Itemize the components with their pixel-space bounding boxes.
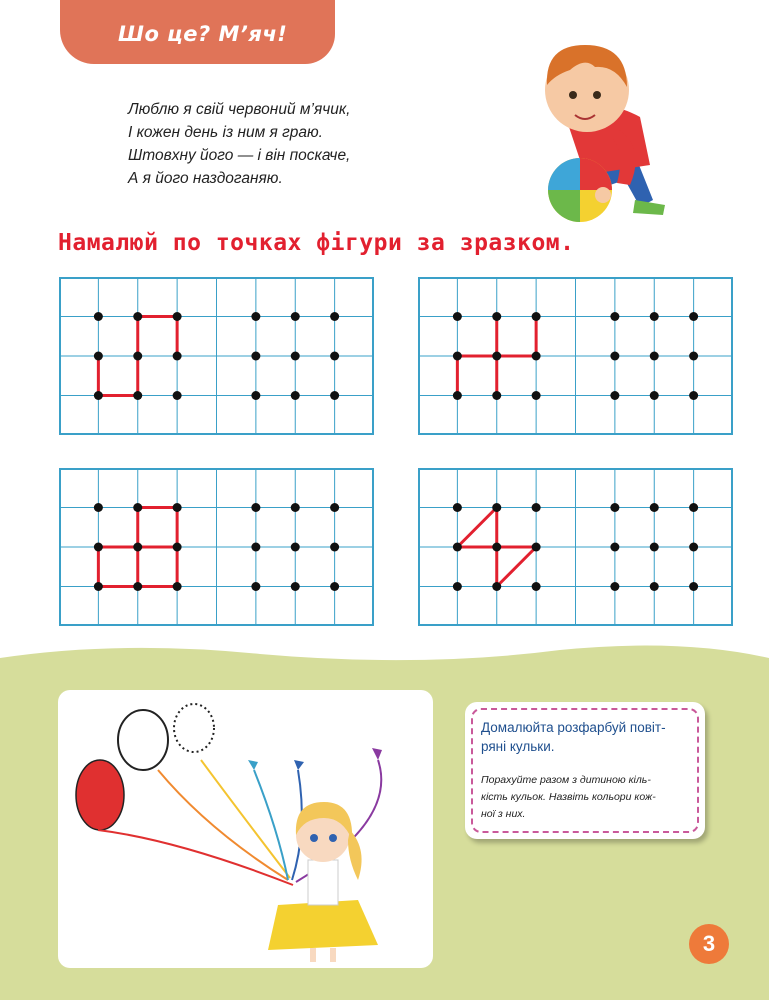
grid-dot xyxy=(453,503,462,512)
grid-dot xyxy=(133,391,142,400)
red-balloon xyxy=(76,760,124,830)
grid-dot xyxy=(133,312,142,321)
grid-dot xyxy=(532,543,541,552)
grid-dot xyxy=(251,352,260,361)
grid-dot xyxy=(689,503,698,512)
grid-dot xyxy=(610,582,619,591)
grid-dot xyxy=(610,543,619,552)
grid-dot xyxy=(492,543,501,552)
grid-dot xyxy=(173,582,182,591)
page-number: 3 xyxy=(689,924,729,964)
grid-dot xyxy=(330,503,339,512)
grid-dot xyxy=(94,312,103,321)
grid-dot xyxy=(650,352,659,361)
grid-dot xyxy=(330,543,339,552)
grid-dot xyxy=(610,352,619,361)
grid-dot xyxy=(330,312,339,321)
grid-dot xyxy=(133,582,142,591)
grid-dot xyxy=(492,503,501,512)
activity-info-box xyxy=(465,702,705,839)
grid-dot xyxy=(291,312,300,321)
grid-dot xyxy=(133,543,142,552)
grid-dot xyxy=(291,352,300,361)
page-title: Шо це? М’яч! xyxy=(118,22,288,46)
grid-canvas xyxy=(418,277,733,435)
poem-line: І кожен день із ним я граю. xyxy=(128,124,323,141)
grid-dot xyxy=(94,543,103,552)
instruction-line: Порахуйте разом з дитиною кіль- xyxy=(481,774,651,786)
grid-dot xyxy=(291,503,300,512)
dotted-balloon xyxy=(174,704,214,752)
balloons-illustration xyxy=(58,690,433,968)
grid-dot xyxy=(94,391,103,400)
poem-line: А я його наздоганяю. xyxy=(128,170,283,187)
poem-line: Штовхну його — і він поскаче, xyxy=(128,147,351,164)
grid-dot xyxy=(94,503,103,512)
grid-dot xyxy=(689,312,698,321)
grid-dot xyxy=(173,352,182,361)
grid-dot xyxy=(650,312,659,321)
instruction-line: ної з них. xyxy=(481,808,526,820)
grid-dot xyxy=(689,352,698,361)
grid-dot xyxy=(330,352,339,361)
grid-dot xyxy=(133,503,142,512)
grid-dot xyxy=(532,391,541,400)
grid-dot xyxy=(133,352,142,361)
grid-dot xyxy=(689,543,698,552)
poem-line: Люблю я свій червоний м’ячик, xyxy=(128,101,351,118)
dot-grid-1 xyxy=(59,277,374,435)
grid-dot xyxy=(173,391,182,400)
grid-dot xyxy=(689,391,698,400)
grid-dot xyxy=(650,391,659,400)
grid-dot xyxy=(650,543,659,552)
grid-dot xyxy=(453,582,462,591)
grid-dot xyxy=(492,391,501,400)
grid-dot xyxy=(650,582,659,591)
grid-dot xyxy=(173,543,182,552)
balloon-card xyxy=(58,690,433,968)
activity-heading-line: Домалюйта розфарбуй повіт- xyxy=(481,720,666,735)
grid-dot xyxy=(330,391,339,400)
boy-with-ball-illustration xyxy=(525,35,675,230)
dot-grid-3 xyxy=(59,468,374,626)
grid-dot xyxy=(453,312,462,321)
instruction-line: кість кульок. Назвіть кольори кож- xyxy=(481,791,656,803)
grid-dot xyxy=(610,391,619,400)
grid-dot xyxy=(532,352,541,361)
grid-dot xyxy=(610,503,619,512)
grid-dot xyxy=(492,582,501,591)
grid-dot xyxy=(453,391,462,400)
activity-instruction xyxy=(481,772,693,823)
grid-dot xyxy=(251,391,260,400)
grid-dot xyxy=(532,312,541,321)
grid-dot xyxy=(251,503,260,512)
grid-dot xyxy=(251,312,260,321)
grid-dot xyxy=(492,312,501,321)
grid-dot xyxy=(251,543,260,552)
grid-dot xyxy=(610,312,619,321)
grid-dot xyxy=(251,582,260,591)
dot-grid-4 xyxy=(418,468,733,626)
grid-dot xyxy=(291,391,300,400)
grid-dot xyxy=(94,582,103,591)
grid-dot xyxy=(453,543,462,552)
grid-dot xyxy=(453,352,462,361)
grid-dot xyxy=(94,352,103,361)
grid-dot xyxy=(492,352,501,361)
grid-dot xyxy=(173,503,182,512)
grid-canvas xyxy=(59,277,374,435)
dot-grid-2 xyxy=(418,277,733,435)
task-title: Намалюй по точках фігури за зразком. xyxy=(58,230,575,256)
outline-balloon xyxy=(118,710,168,770)
grid-dot xyxy=(291,543,300,552)
grid-canvas xyxy=(418,468,733,626)
grid-dot xyxy=(689,582,698,591)
activity-heading-line: ряні кульки. xyxy=(481,739,555,754)
grid-dot xyxy=(330,582,339,591)
grid-canvas xyxy=(59,468,374,626)
poem xyxy=(128,98,351,190)
grid-dot xyxy=(173,312,182,321)
grid-dot xyxy=(650,503,659,512)
grid-dot xyxy=(291,582,300,591)
grid-dot xyxy=(532,503,541,512)
activity-heading xyxy=(481,718,691,756)
grid-dot xyxy=(532,582,541,591)
